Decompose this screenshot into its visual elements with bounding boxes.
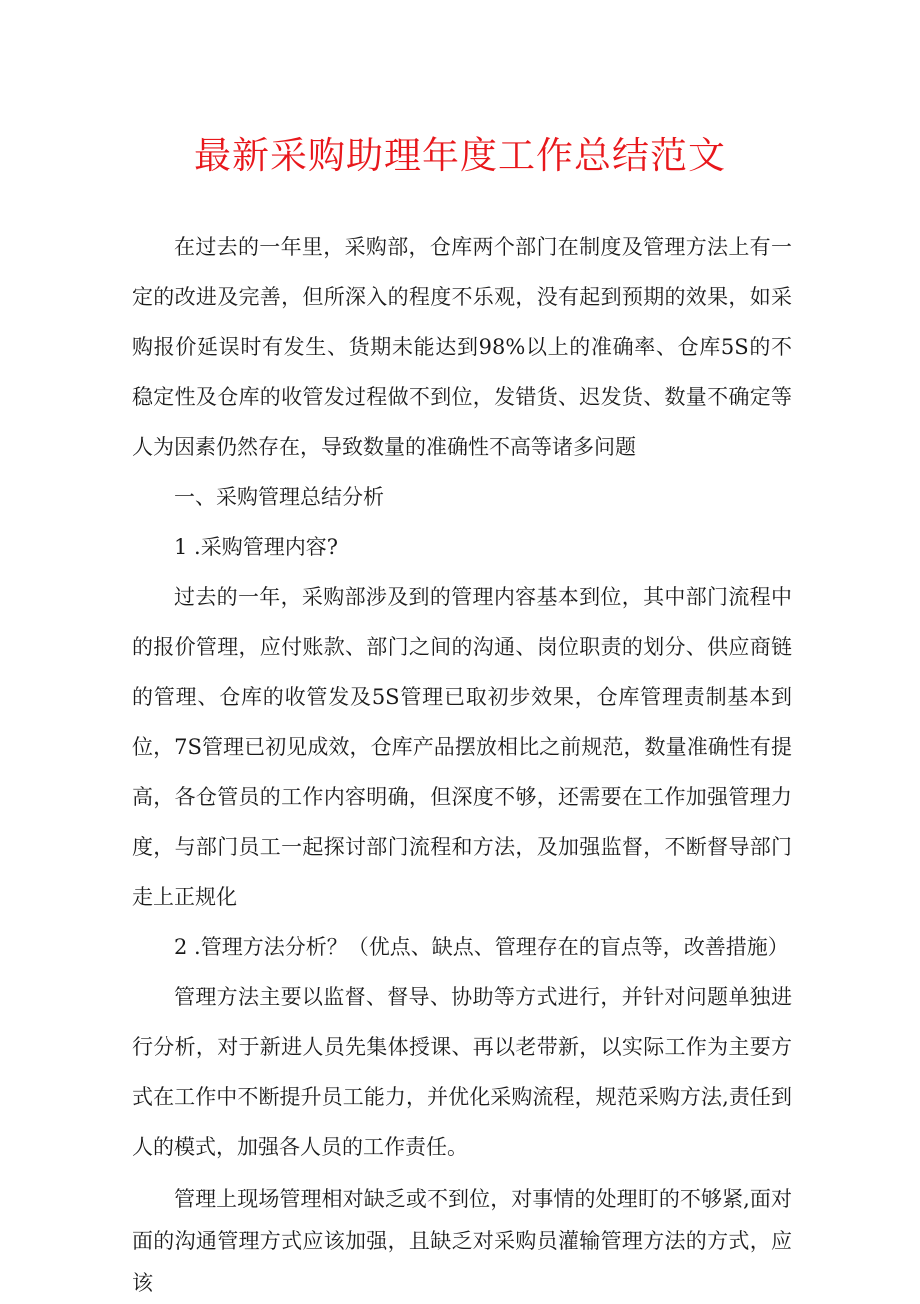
paragraph-intro: 在过去的一年里，采购部，仓库两个部门在制度及管理方法上有一定的改进及完善，但所深入的程度不乐观，没有起到预期的效果，如采购报价延误时有发生、货期未能达到98%以上的准确率、仓库5S的不稳定性及仓库的收管发过程做不到位，发错货、迟发货、数量不确定等人为因素仍然存在，导致数量的准确性不高等诸多问题 [132, 235, 792, 459]
document-title: 最新采购助理年度工作总结范文 [194, 134, 726, 177]
paragraph-management-content: 过去的一年，采购部涉及到的管理内容基本到位，其中部门流程中的报价管理，应付账款、部门之间的沟通、岗位职责的划分、供应商链的管理、仓库的收管发及5S管理已取初步效果，仓库管理责制基本到位，7S管理已初见成效，仓库产品摆放相比之前规范，数量准确性有提高，各仓管员的工作内容明确，但深度不够，还需要在工作加强管理力度，与部门员工一起探讨部门流程和方法，及加强监督，不断督导部门走上正规化 [132, 585, 792, 909]
subsection-heading-management-content: 1 .采购管理内容? [174, 535, 338, 559]
section-heading-procurement-analysis: 一、采购管理总结分析 [174, 485, 384, 509]
document-body [132, 222, 792, 1304]
subsection-heading-method-analysis: 2 .管理方法分析？（优点、缺点、管理存在的盲点等，改善措施） [174, 935, 789, 959]
paragraph-management-method: 管理方法主要以监督、督导、协助等方式进行，并针对问题单独进行分析，对于新进人员先集体授课、再以老带新，以实际工作为主要方式在工作中不断提升员工能力，并优化采购流程，规范采购方法,责任到人的模式，加强各人员的工作责任。 [132, 985, 792, 1159]
paragraph-onsite-management: 管理上现场管理相对缺乏或不到位，对事情的处理盯的不够紧,面对面的沟通管理方式应该加强，且缺乏对采购员灌输管理方法的方式，应该 [132, 1187, 792, 1295]
